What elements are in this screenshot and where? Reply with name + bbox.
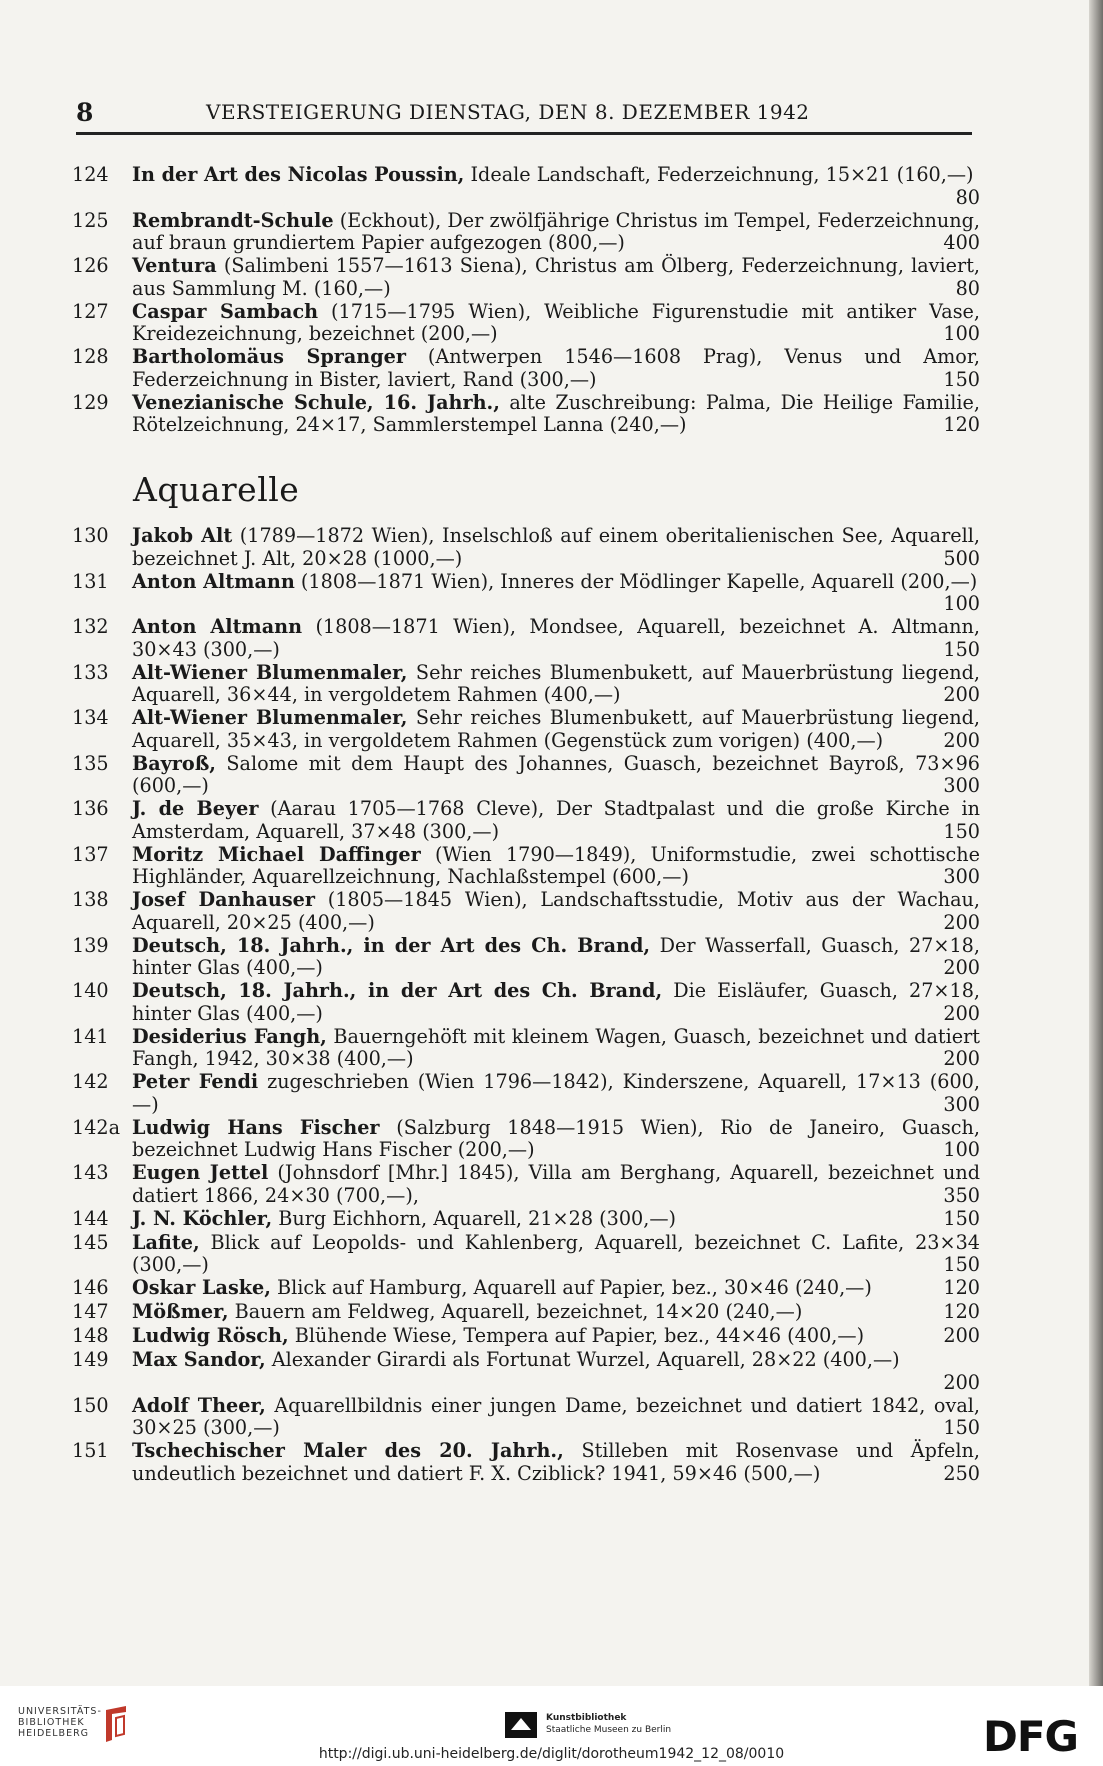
lot-price: 100 [939,323,980,346]
lot-text: Bauerngehöft mit kleinem Wagen, Guasch, bezeichnet und datiert Fangh, 1942, 30×38 (400,—) [132,1024,980,1070]
lot-text: (1808—1871 Wien), Inneres der Mödlinger Kapelle, Aquarell (200,—) [294,569,978,593]
lot-price: 80 [952,187,980,210]
lot-description [132,798,980,843]
artist-name: In der Art des Nicolas Poussin, [132,163,465,186]
lot-description [132,1071,980,1116]
catalog-entry [72,1026,980,1072]
catalog-entry [72,753,980,799]
kunstbibliothek-logo-icon [505,1712,537,1738]
lot-description [132,1395,980,1440]
catalog-entry [72,1277,980,1301]
catalog-entry [72,1232,980,1278]
artist-name: Ludwig Hans Fischer [132,1115,380,1139]
entry-list-drawings [72,164,980,437]
artist-name: Bartholomäus Spranger [132,345,406,368]
artist-name: Tschechischer Maler des 20. Jahrh., [132,1439,564,1462]
catalog-entry [72,210,980,256]
lot-number: 125 [72,208,109,232]
lot-text: Sehr reiches Blumenbukett, auf Mauerbrüstung liegend, Aquarell, 35×43, in vergoldetem Rahmen (Gegenstück zum vorigen) (400,—) [132,706,981,752]
catalog-entry [72,255,980,301]
catalog-entry [72,1117,980,1163]
lot-description [132,210,980,255]
lot-number: 132 [72,615,109,638]
artist-name: Peter Fendi [132,1070,259,1093]
source-url[interactable]: http://digi.ub.uni-heidelberg.de/diglit/dorotheum1942_12_08/0010 [318,1746,785,1762]
lot-number: 142a [72,1115,121,1139]
lot-text: (Aarau 1705—1768 Cleve), Der Stadtpalast und die große Kirche in Amsterdam, Aquarell, 37×48 (300,—) [132,797,980,843]
artist-name: Jakob Alt [132,524,233,547]
lot-price: 200 [939,684,980,707]
lot-description [132,1162,980,1207]
lot-price: 150 [939,821,980,844]
lot-price: 150 [939,1417,980,1440]
lot-text: Burg Eichhorn, Aquarell, 21×28 (300,—) [272,1206,677,1230]
catalog-entry [72,1440,980,1486]
catalog-entry [72,844,980,890]
lot-text: (Eckhout), Der zwölfjährige Christus im Tempel, Federzeichnung, auf braun grundiertem Papier aufgezogen (800,—) [132,208,980,254]
header-rule [76,132,972,135]
artist-name: Caspar Sambach [132,299,319,323]
artist-name: Bayroß, [132,751,216,775]
artist-name: Lafite, [132,1230,200,1254]
lot-description [132,1232,980,1277]
lot-number: 134 [72,706,109,729]
lot-description [132,1026,980,1071]
artist-name: J. N. Köchler, [132,1206,273,1230]
artist-name: Anton Altmann [132,569,295,593]
lot-price: 120 [939,1301,980,1324]
lot-description [132,1440,980,1485]
lot-price: 300 [939,866,980,889]
lot-price: 120 [939,414,980,437]
lot-number: 139 [72,933,109,957]
lot-description [132,1277,920,1300]
lot-price: 200 [939,1003,980,1026]
lot-price: 250 [939,1463,980,1486]
page-header [76,98,976,128]
catalog-entry [72,616,980,662]
catalog-entry [72,301,980,347]
catalog-entry [72,1325,980,1349]
lot-price: 150 [939,1208,980,1231]
lot-price: 200 [939,912,980,935]
lot-description [132,255,980,300]
lot-description [132,164,980,187]
lot-text: Der Wasserfall, Guasch, 27×18, hinter Glas (400,—) [132,933,980,979]
page-edge [1089,0,1103,1686]
catalog-entry [72,980,980,1026]
lot-text: Aquarellbildnis einer jungen Dame, bezeichnet und datiert 1842, oval, 30×25 (300,—) [132,1393,980,1439]
lot-description [132,346,980,391]
lot-description [132,571,980,594]
lot-description [132,1208,920,1231]
lot-text: Blick auf Hamburg, Aquarell auf Papier, bez., 30×46 (240,—) [270,1276,872,1299]
lot-number: 148 [72,1324,109,1347]
lot-text: (Salzburg 1848—1915 Wien), Rio de Janeiro, Guasch, bezeichnet Ludwig Hans Fischer (200,—) [132,1115,980,1161]
artist-name: Alt-Wiener Blumenmaler, [132,660,408,684]
lot-text: Blühende Wiese, Tempera auf Papier, bez., 44×46 (400,—) [288,1324,865,1347]
page-number: 8 [76,98,94,127]
artist-name: Oskar Laske, [132,1276,271,1299]
lot-price: 80 [952,278,980,301]
catalog-entry [72,662,980,708]
lot-price: 150 [939,369,980,392]
artist-name: Ludwig Rösch, [132,1324,289,1347]
lot-description [132,301,980,346]
lot-description [132,707,980,752]
lot-number: 149 [72,1348,109,1371]
lot-number: 124 [72,163,109,186]
artist-name: Moritz Michael Daffinger [132,842,421,866]
lot-price: 150 [939,639,980,662]
catalog-entry [72,571,980,617]
lot-number: 141 [72,1024,109,1048]
lot-description [132,980,980,1025]
lot-number: 129 [72,390,109,414]
lot-price: 350 [939,1185,980,1208]
lot-text: alte Zuschreibung: Palma, Die Heilige Familie, Rötelzeichnung, 24×17, Sammlerstempel Lanna (240,—) [132,390,980,436]
lot-text: (1715—1795 Wien), Weibliche Figurenstudie mit antiker Vase, Kreidezeichnung, bezeichnet (200,—) [132,299,980,345]
lot-number: 150 [72,1393,109,1417]
artist-name: Deutsch, 18. Jahrh., in der Art des Ch. Brand, [132,979,663,1002]
lot-text: Alexander Girardi als Fortunat Wurzel, Aquarell, 28×22 (400,—) [265,1348,900,1371]
catalog-entry [72,525,980,571]
catalog-entry [72,1208,980,1232]
artist-name: J. de Beyer [132,797,259,820]
lot-text: Die Eisläufer, Guasch, 27×18, hinter Glas (400,—) [132,979,981,1025]
lot-text: Bauern am Feldweg, Aquarell, bezeichnet, 14×20 (240,—) [228,1300,803,1323]
artist-name: Anton Altmann [132,615,303,638]
catalog-entry [72,346,980,392]
lot-description [132,753,980,798]
lot-number: 131 [72,569,109,593]
lot-description [132,1117,980,1162]
lot-text: (Antwerpen 1546—1608 Prag), Venus und Amor, Federzeichnung in Bister, laviert, Rand (300,—) [132,345,980,391]
lot-description [132,889,980,934]
lot-text: Stilleben mit Rosenvase und Äpfeln, undeutlich bezeichnet und datiert F. X. Cziblick? 1941, 59×46 (500,—) [132,1439,980,1485]
catalog-entry [72,798,980,844]
lot-text: (Salimbeni 1557—1613 Siena), Christus am Ölberg, Federzeichnung, laviert, aus Sammlung M. (160,—) [132,254,980,300]
artist-name: Desiderius Fangh, [132,1024,327,1048]
catalog-entry [72,935,980,981]
lot-description [132,1301,920,1324]
catalog-entry [72,1395,980,1441]
catalog-entry [72,392,980,438]
artist-name: Deutsch, 18. Jahrh., in der Art des Ch. Brand, [132,933,651,957]
lot-text: Sehr reiches Blumenbukett, auf Mauerbrüstung liegend, Aquarell, 36×44, in vergoldetem Rahmen (400,—) [132,660,981,706]
kunstbibliothek-label: Kunstbibliothek Staatliche Museen zu Berlin [546,1713,672,1735]
lot-number: 146 [72,1276,109,1299]
lot-number: 126 [72,254,109,277]
artist-name: Josef Danhauser [132,888,315,911]
lot-number: 130 [72,524,109,547]
lot-number: 137 [72,842,109,866]
lot-text: (1805—1845 Wien), Landschaftsstudie, Motiv aus der Wachau, Aquarell, 20×25 (400,—) [132,888,980,934]
ub-heidelberg-logo[interactable]: UNIVERSITÄTS- BIBLIOTHEK HEIDELBERG [18,1706,102,1739]
lot-number: 143 [72,1161,109,1184]
lot-number: 142 [72,1070,109,1093]
catalog-entry [72,164,980,210]
lot-number: 138 [72,888,109,911]
lot-description [132,662,980,707]
running-title: VERSTEIGERUNG DIENSTAG, DEN 8. DEZEMBER 1942 [206,100,810,124]
entry-list-watercolors [72,525,980,1486]
lot-number: 128 [72,345,109,368]
catalog-entry [72,707,980,753]
artist-name: Rembrandt-Schule [132,208,334,232]
lot-price: 500 [939,548,980,571]
lot-number: 136 [72,797,109,820]
artist-name: Mößmer, [132,1300,229,1323]
lot-price: 300 [939,775,980,798]
lot-description [132,1325,920,1348]
lot-price: 150 [939,1254,980,1277]
lot-description [132,844,980,889]
lot-price: 200 [939,957,980,980]
lot-price: 120 [939,1277,980,1300]
lot-price: 400 [939,232,980,255]
lot-text: Salome mit dem Haupt des Johannes, Guasch, bezeichnet Bayroß, 73×96 (600,—) [132,751,980,797]
artist-name: Max Sandor, [132,1348,266,1371]
lot-description [132,1349,980,1372]
lot-number: 127 [72,299,109,323]
ub-heidelberg-emblem-icon [102,1704,130,1744]
lot-price: 200 [939,1325,980,1348]
artist-name: Ventura [132,254,217,277]
lot-description [132,525,980,570]
lot-number: 140 [72,979,109,1002]
artist-name: Adolf Theer, [132,1393,266,1417]
lot-price: 300 [939,1094,980,1117]
lot-text: (Johnsdorf [Mhr.] 1845), Villa am Berghang, Aquarell, bezeichnet und datiert 1866, 24×30 (700,—), [132,1161,980,1207]
catalog-entry [72,1162,980,1208]
dfg-logo: DFG [983,1712,1079,1761]
lot-number: 151 [72,1439,109,1462]
lot-description [132,935,980,980]
lot-number: 133 [72,660,109,684]
lot-description [132,616,980,661]
lot-price: 200 [939,1048,980,1071]
footer [0,1686,1103,1766]
artist-name: Eugen Jettel [132,1161,269,1184]
lot-price: 200 [939,1372,980,1395]
artist-name: Alt-Wiener Blumenmaler, [132,706,408,729]
lot-number: 144 [72,1206,109,1230]
lot-text: (1808—1871 Wien), Mondsee, Aquarell, bezeichnet A. Altmann, 30×43 (300,—) [132,615,980,661]
lot-price: 100 [939,593,980,616]
artist-name: Venezianische Schule, 16. Jahrh., [132,390,500,414]
lot-text: (Wien 1790—1849), Uniformstudie, zwei schottische Highländer, Aquarellzeichnung, Nachlaßstempel (600,—) [132,842,980,888]
lot-text: Ideale Landschaft, Federzeichnung, 15×21 (160,—) [464,163,974,186]
lot-price: 100 [939,1139,980,1162]
lot-number: 135 [72,751,109,775]
lot-text: Blick auf Leopolds- und Kahlenberg, Aquarell, bezeichnet C. Lafite, 23×34 (300,—) [132,1230,980,1276]
lot-number: 145 [72,1230,109,1254]
lot-number: 147 [72,1300,109,1323]
lot-description [132,392,980,437]
section-title: Aquarelle [133,470,300,509]
catalog-entry [72,889,980,935]
catalog-entry [72,1301,980,1325]
lot-text: zugeschrieben (Wien 1796—1842), Kinderszene, Aquarell, 17×13 (600,—) [132,1070,980,1116]
lot-price: 200 [939,730,980,753]
catalog-entry [72,1349,980,1395]
catalog-entry [72,1071,980,1117]
lot-text: (1789—1872 Wien), Inselschloß auf einem oberitalienischen See, Aquarell, bezeichnet J. Alt, 20×28 (1000,—) [132,524,980,570]
